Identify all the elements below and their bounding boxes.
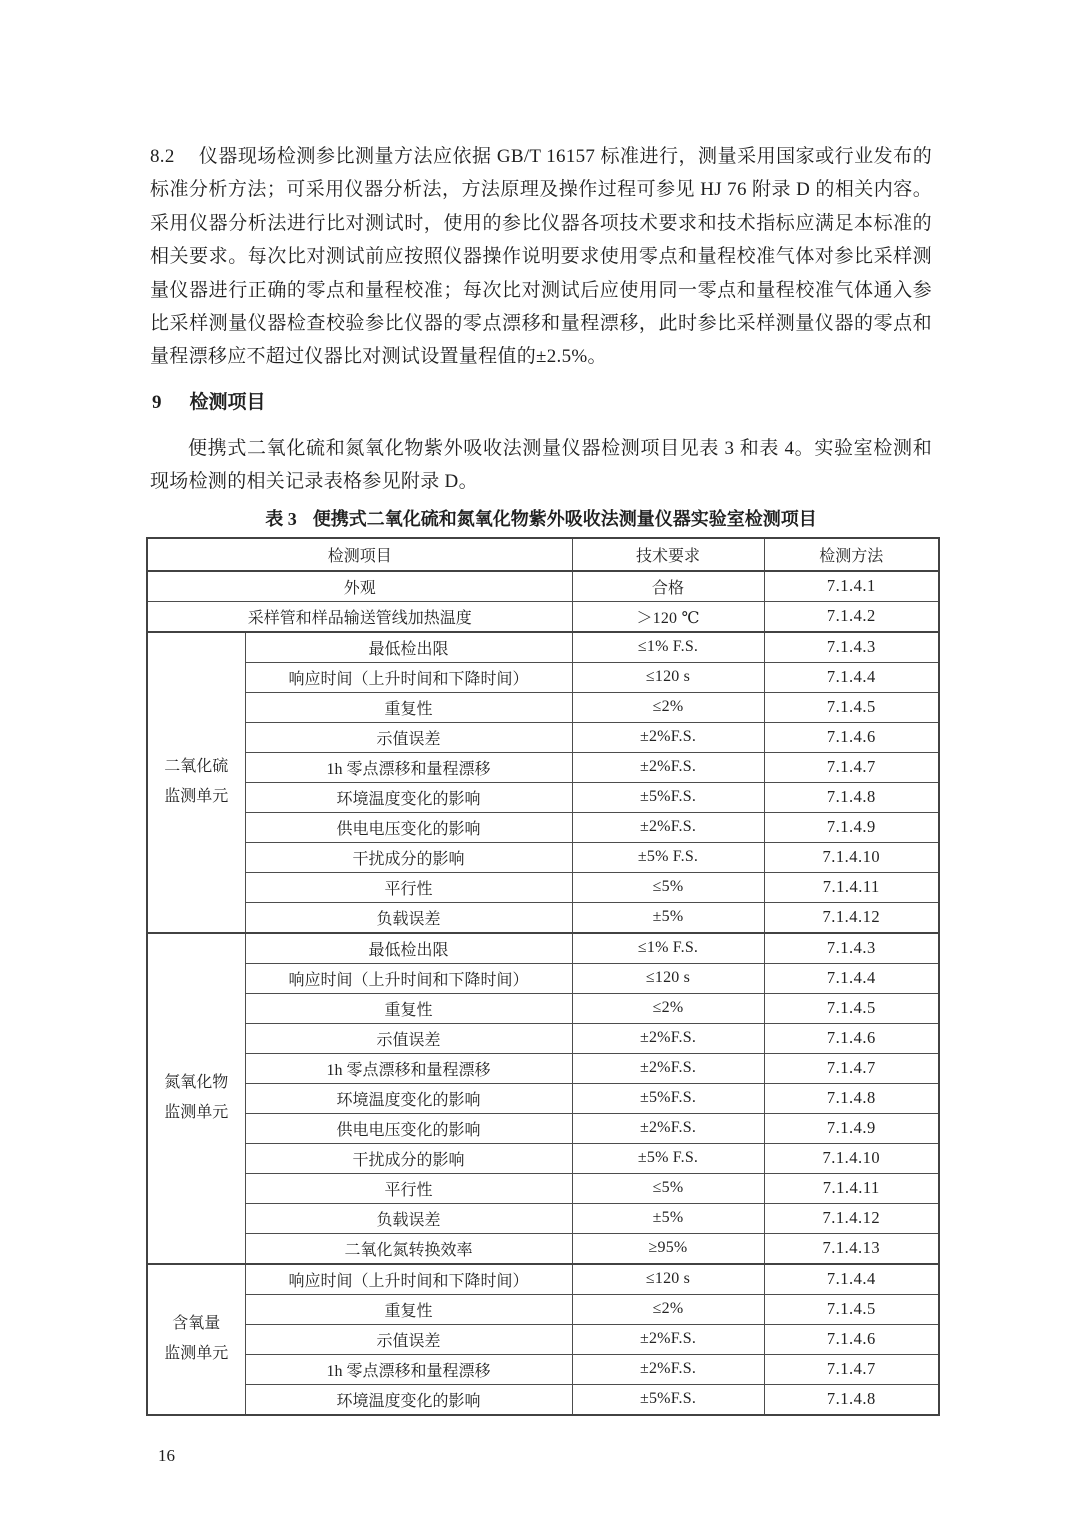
requirement-cell: ≤120 s [572, 963, 764, 993]
item-cell: 采样管和样品输送管线加热温度 [147, 601, 572, 632]
table-row [147, 993, 939, 1023]
requirement-cell: ±2%F.S. [572, 1354, 764, 1384]
item-cell: 1h 零点漂移和量程漂移 [245, 1354, 572, 1384]
item-cell: 重复性 [245, 993, 572, 1023]
table-row [147, 601, 939, 632]
requirement-cell: ≤120 s [572, 1264, 764, 1295]
table-row [147, 1233, 939, 1264]
item-cell: 环境温度变化的影响 [245, 1083, 572, 1113]
clause-number: 8.2 [150, 146, 175, 167]
item-cell: 供电电压变化的影响 [245, 812, 572, 842]
item-cell: 响应时间（上升时间和下降时间） [245, 963, 572, 993]
header-requirement: 技术要求 [572, 538, 764, 571]
requirement-cell: ±5%F.S. [572, 782, 764, 812]
table-row [147, 782, 939, 812]
table-row [147, 1113, 939, 1143]
group-label-line: 监测单元 [164, 1104, 229, 1122]
page-number: 16 [158, 1445, 175, 1465]
table3-body [147, 571, 939, 1415]
section-9-heading [152, 390, 932, 416]
table-row [147, 1083, 939, 1113]
table3-caption-text: 便携式二氧化硫和氮氧化物紫外吸收法测量仪器实验室检测项目 [312, 508, 817, 529]
item-cell: 平行性 [245, 1173, 572, 1203]
requirement-cell: ±2%F.S. [572, 812, 764, 842]
section-9-intro: 便携式二氧化硫和氮氧化物紫外吸收法测量仪器检测项目见表 3 和表 4。实验室检测和现场检测的相关记录表格参见附录 D。 [150, 437, 932, 493]
table-row [147, 933, 939, 964]
requirement-cell: ≤5% [572, 872, 764, 902]
section-number: 9 [152, 391, 162, 413]
method-cell: 7.1.4.10 [764, 1143, 939, 1173]
item-cell: 负载误差 [245, 1203, 572, 1233]
requirement-cell: ≤120 s [572, 662, 764, 692]
requirement-cell: ±5% [572, 902, 764, 933]
method-cell: 7.1.4.7 [764, 1354, 939, 1384]
clause-8-2 [150, 140, 932, 374]
method-cell: 7.1.4.8 [764, 1083, 939, 1113]
requirement-cell: ≤2% [572, 993, 764, 1023]
method-cell: 7.1.4.12 [764, 902, 939, 933]
group-label-line: 氮氧化物 [164, 1074, 229, 1092]
requirement-cell: ±2%F.S. [572, 1113, 764, 1143]
method-cell: 7.1.4.7 [764, 1053, 939, 1083]
item-cell: 干扰成分的影响 [245, 1143, 572, 1173]
method-cell: 7.1.4.4 [764, 1264, 939, 1295]
item-cell: 平行性 [245, 872, 572, 902]
group-label-line: 监测单元 [164, 1345, 229, 1363]
requirement-cell: ±5% F.S. [572, 1143, 764, 1173]
table3-caption-label: 表 3 [265, 508, 297, 529]
table-row [147, 692, 939, 722]
method-cell: 7.1.4.7 [764, 752, 939, 782]
table-row [147, 812, 939, 842]
item-cell: 环境温度变化的影响 [245, 1384, 572, 1415]
table3-header-row [147, 538, 939, 571]
method-cell: 7.1.4.6 [764, 722, 939, 752]
table3-caption [150, 507, 932, 531]
requirement-cell: ±5%F.S. [572, 1083, 764, 1113]
table-row [147, 1324, 939, 1354]
table-row [147, 1384, 939, 1415]
method-cell: 7.1.4.3 [764, 933, 939, 964]
requirement-cell: ±2%F.S. [572, 752, 764, 782]
group-label-cell [147, 933, 245, 1264]
method-cell: 7.1.4.2 [764, 601, 939, 632]
requirement-cell: ±5% [572, 1203, 764, 1233]
requirement-cell: ±5%F.S. [572, 1384, 764, 1415]
group-label-cell [147, 632, 245, 933]
requirement-cell: ≤1% F.S. [572, 933, 764, 964]
method-cell: 7.1.4.5 [764, 1294, 939, 1324]
method-cell: 7.1.4.9 [764, 812, 939, 842]
table-row [147, 963, 939, 993]
method-cell: 7.1.4.1 [764, 571, 939, 602]
table-row [147, 752, 939, 782]
method-cell: 7.1.4.5 [764, 993, 939, 1023]
method-cell: 7.1.4.10 [764, 842, 939, 872]
table-row [147, 1294, 939, 1324]
group-label-line: 二氧化硫 [164, 758, 229, 776]
header-method: 检测方法 [764, 538, 939, 571]
item-cell: 外观 [147, 571, 572, 602]
item-cell: 示值误差 [245, 1023, 572, 1053]
table-row [147, 902, 939, 933]
item-cell: 最低检出限 [245, 632, 572, 663]
item-cell: 供电电压变化的影响 [245, 1113, 572, 1143]
item-cell: 响应时间（上升时间和下降时间） [245, 1264, 572, 1295]
table3-header [147, 538, 939, 571]
group-label-cell [147, 1264, 245, 1415]
method-cell: 7.1.4.6 [764, 1023, 939, 1053]
method-cell: 7.1.4.8 [764, 1384, 939, 1415]
method-cell: 7.1.4.6 [764, 1324, 939, 1354]
item-cell: 重复性 [245, 1294, 572, 1324]
group-label-line: 监测单元 [164, 788, 229, 806]
item-cell: 干扰成分的影响 [245, 842, 572, 872]
requirement-cell: ≤2% [572, 692, 764, 722]
table-row [147, 662, 939, 692]
method-cell: 7.1.4.11 [764, 1173, 939, 1203]
table3 [146, 537, 940, 1416]
requirement-cell: ≥95% [572, 1233, 764, 1264]
table-row [147, 1053, 939, 1083]
requirement-cell: ≤1% F.S. [572, 632, 764, 663]
item-cell: 示值误差 [245, 1324, 572, 1354]
item-cell: 二氧化氮转换效率 [245, 1233, 572, 1264]
method-cell: 7.1.4.13 [764, 1233, 939, 1264]
item-cell: 重复性 [245, 692, 572, 722]
clause-text: 仪器现场检测参比测量方法应依据 GB/T 16157 标准进行，测量采用国家或行业发布的标准分析方法；可采用仪器分析法，方法原理及操作过程可参见 HJ 76 附录 D 的相关内容。采用仪器分析法进行比对测试时，使用的参比仪器各项技术要求和技术指标应满足本标准的相关要求。每次比对测试前应按照仪器操作说明要求使用零点和量程校准气体对参比采样测量仪器进行正确的零点和量程校准；每次比对测试后应使用同一零点和量程校准气体通入参比采样测量仪器检查校验参比仪器的零点漂移和量程漂移，此时参比采样测量仪器的零点和量程漂移应不超过仪器比对测试设置量程值的±2.5%。 [150, 146, 932, 368]
method-cell: 7.1.4.9 [764, 1113, 939, 1143]
table-row [147, 632, 939, 663]
header-item: 检测项目 [147, 538, 572, 571]
method-cell: 7.1.4.4 [764, 963, 939, 993]
table-row [147, 1143, 939, 1173]
table-row [147, 872, 939, 902]
section-title: 检测项目 [189, 391, 266, 413]
requirement-cell: ±2%F.S. [572, 722, 764, 752]
method-cell: 7.1.4.8 [764, 782, 939, 812]
requirement-cell: ≤2% [572, 1294, 764, 1324]
item-cell: 最低检出限 [245, 933, 572, 964]
table-row [147, 722, 939, 752]
table-row [147, 1173, 939, 1203]
requirement-cell: 合格 [572, 571, 764, 602]
table-row [147, 1203, 939, 1233]
table-row [147, 842, 939, 872]
method-cell: 7.1.4.5 [764, 692, 939, 722]
requirement-cell: ±2%F.S. [572, 1023, 764, 1053]
group-label-line: 含氧量 [172, 1315, 221, 1333]
item-cell: 1h 零点漂移和量程漂移 [245, 752, 572, 782]
item-cell: 示值误差 [245, 722, 572, 752]
method-cell: 7.1.4.3 [764, 632, 939, 663]
requirement-cell: ＞120 ℃ [572, 601, 764, 632]
method-cell: 7.1.4.12 [764, 1203, 939, 1233]
requirement-cell: ±5% F.S. [572, 842, 764, 872]
requirement-cell: ±2%F.S. [572, 1053, 764, 1083]
item-cell: 环境温度变化的影响 [245, 782, 572, 812]
table-row [147, 1354, 939, 1384]
requirement-cell: ±2%F.S. [572, 1324, 764, 1354]
item-cell: 1h 零点漂移和量程漂移 [245, 1053, 572, 1083]
item-cell: 负载误差 [245, 902, 572, 933]
table-row [147, 571, 939, 602]
item-cell: 响应时间（上升时间和下降时间） [245, 662, 572, 692]
method-cell: 7.1.4.4 [764, 662, 939, 692]
method-cell: 7.1.4.11 [764, 872, 939, 902]
requirement-cell: ≤5% [572, 1173, 764, 1203]
table-row [147, 1023, 939, 1053]
table-row [147, 1264, 939, 1295]
